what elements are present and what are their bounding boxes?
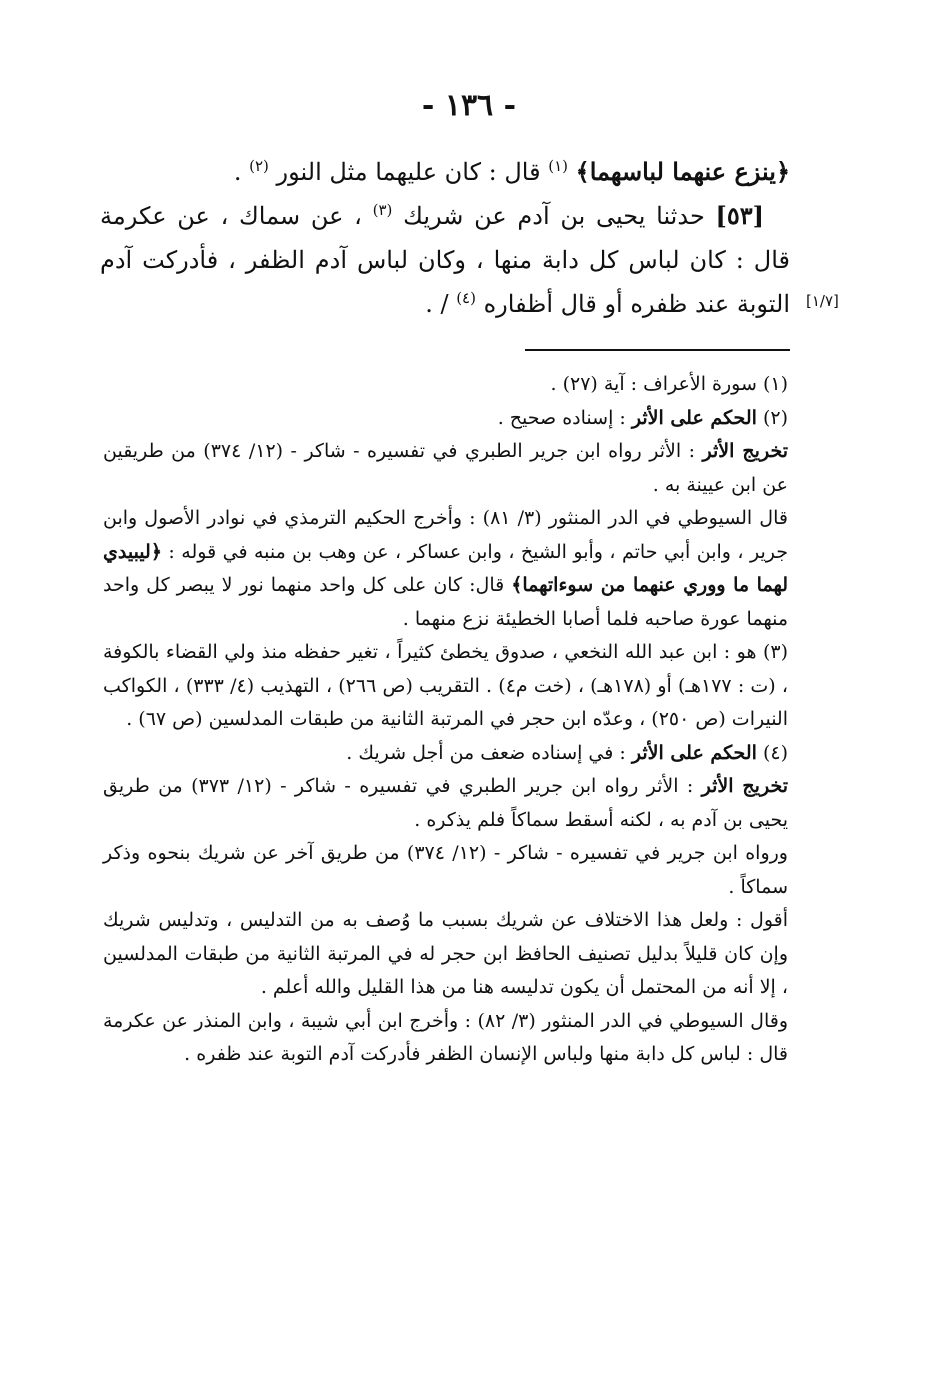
footnote-4-paragraph-4: وقال السيوطي في الدر المنثور (٣/ ٨٢) : وأخرج ابن أبي شيبة ، وابن المنذر عن عكرمة قال : لباس كل دابة منها ولباس الإنسان الظفر فأدركت آدم التوبة عند ظفره .: [103, 1009, 788, 1065]
footnote-2-takhrij: [103, 435, 788, 502]
footnote-4-takhrij-heading: تخريج الأثر: [701, 775, 788, 797]
footnote-2-suyuti-text-b: قال: كان على كل واحد منهما نور لا يبصر كل واحد منهما عورة صاحبه فلما أصابا الخطيئة نزع منهما .: [103, 574, 788, 630]
footnote-1: (١) سورة الأعراف : آية (٢٧) .: [550, 373, 788, 395]
quran-verse: ﴿ينزع عنهما لباسهما﴾: [575, 157, 790, 186]
footnote-2-number: (٢): [756, 406, 788, 429]
footnote-2-text: : إسناده صحيح .: [497, 406, 632, 429]
footnote-4-text: : في إسناده ضعف من أجل شريك .: [346, 741, 632, 764]
footnote-4: [103, 737, 788, 771]
footnote-4-paragraph-2: ورواه ابن جرير في تفسيره - شاكر - (١٢/ ٣٧٤) من طريق آخر عن شريك بنحوه وذكر سماكاً .: [103, 842, 788, 898]
footnote-ref-1: (١): [548, 157, 568, 175]
narration-text-a: حدثنا يحيى بن آدم عن شريك: [392, 202, 716, 230]
footnote-divider: [525, 349, 790, 351]
footnote-ref-2: (٢): [249, 157, 269, 175]
footnote-4-heading: الحكم على الأثر: [631, 741, 757, 764]
footnote-ref-4: (٤): [456, 289, 476, 307]
footnote-4-number: (٤): [756, 741, 788, 764]
footnote-3: (٣) هو : ابن عبد الله النخعي ، صدوق يخطئ كثيراً ، تغير حفظه منذ ولي القضاء بالكوفة ، (ت : ١٧٧هـ) أو (١٧٨هـ) ، (خت م٤) . التقريب (ص ٢٦٦) ، التهذيب (٤/ ٣٣٣) ، الكواكب النيرات (ص ٢٥٠) ، وعدّه ابن حجر في المرتبة الثانية من طبقات المدلسين (ص ٦٧) .: [103, 641, 789, 730]
main-text: [100, 150, 790, 326]
footnote-4-takhrij: [103, 770, 788, 837]
footnote-2-takhrij-heading: تخريج الأثر: [702, 440, 788, 462]
footnote-2-takhrij-text: : الأثر رواه ابن جرير الطبري في تفسيره - شاكر - (١٢/ ٣٧٤) من طريقين عن ابن عيينة به .: [103, 440, 788, 496]
footnote-2-suyuti-text-a: قال السيوطي في الدر المنثور (٣/ ٨١) : وأخرج الحكيم الترمذي في نوادر الأصول وابن جرير ، وابن أبي حاتم ، وأبو الشيخ ، وابن عساكر ، عن وهب بن منبه في قوله :: [103, 507, 788, 563]
main-line-text: قال : كان عليهما مثل النور: [268, 158, 549, 186]
margin-reference: [١/٧]: [806, 292, 839, 310]
narration-end: / .: [425, 290, 457, 318]
footnote-2-suyuti: [103, 502, 788, 636]
footnote-2: [103, 402, 788, 436]
footnote-2-suyuti-verse: ﴿ليبيدي لهما ما ووري عنهما من سوءاتهما﴾: [103, 540, 789, 596]
main-line-end: .: [233, 158, 250, 186]
footnotes: [103, 368, 788, 1072]
narration-text-b: ، عن سماك ، عن عكرمة قال : كان لباس كل دابة منها ، وكان لباس آدم الظفر ، فأدركت آدم التوبة عند ظفره أو قال أظفاره: [100, 202, 790, 318]
page-number: - ١٣٦ -: [421, 88, 517, 123]
main-line-verse: [100, 150, 790, 194]
footnote-ref-3: (٣): [372, 201, 393, 219]
footnote-2-heading: الحكم على الأثر: [631, 406, 757, 429]
narration-number: [٥٣]: [715, 201, 765, 230]
footnote-4-takhrij-text: : الأثر رواه ابن جرير الطبري في تفسيره - شاكر - (١٢/ ٣٧٣) من طريق يحيى بن آدم به ، لكنه أسقط سماكاً فلم يذكره .: [103, 775, 788, 831]
narration-53: [100, 194, 790, 326]
footnote-4-paragraph-3: أقول : ولعل هذا الاختلاف عن شريك بسبب ما وُصف به من التدليس ، وتدليس شريك وإن كان قليلاً بدليل تصنيف الحافظ ابن حجر له في المرتبة الثانية من طبقات المدلسين ، إلا أنه من المحتمل أن يكون تدليسه هنا من هذا القليل والله أعلم .: [103, 909, 788, 998]
